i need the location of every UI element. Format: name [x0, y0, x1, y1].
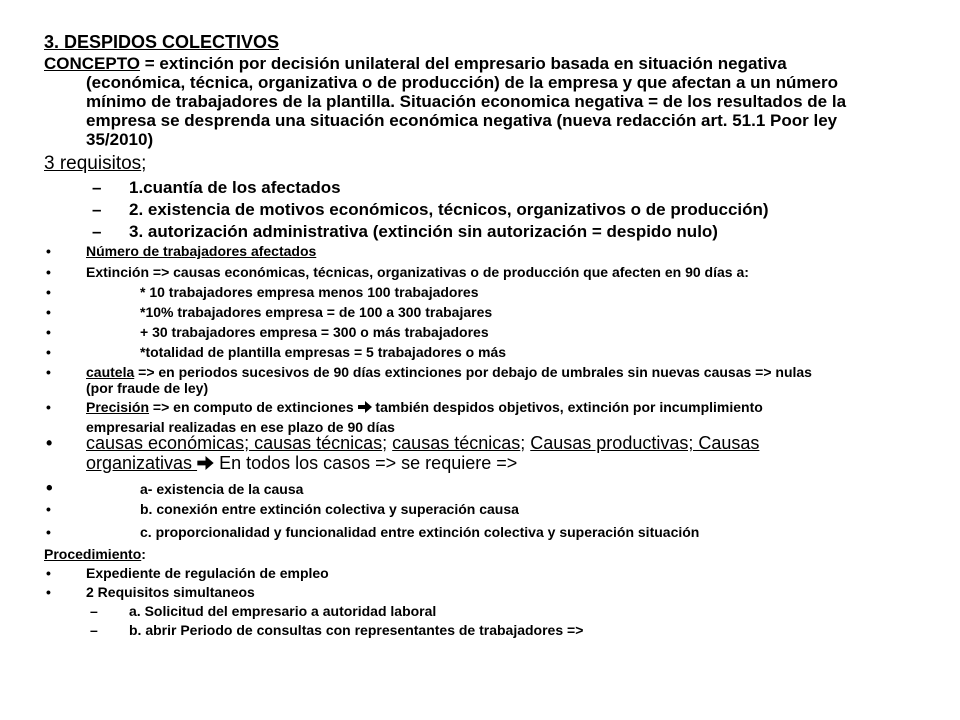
procedimiento-label: Procedimiento	[44, 546, 142, 562]
causas-sep-2: ;	[520, 433, 531, 453]
dash-marker: –	[92, 222, 102, 241]
cautela-line-1	[86, 364, 812, 380]
concepto-line-2: (económica, técnica, organizativa o de producción) de la empresa y que afectan a un número	[86, 73, 838, 92]
bullet-marker: •	[46, 584, 51, 600]
precision-label: Precisión	[86, 399, 150, 415]
procedimiento-suffix: :	[141, 546, 146, 562]
requisito-2: 2. existencia de motivos económicos, técnicos, organizativos o de producción)	[129, 200, 769, 219]
requisito-1: 1.cuantía de los afectados	[129, 178, 341, 197]
concepto-line-3: mínimo de trabajadores de la plantilla. Situación economica negativa = de los resultados de la	[86, 92, 847, 111]
causas-economicas-tecnicas: causas económicas; causas técnicas	[86, 433, 383, 453]
requisitos-heading	[44, 153, 146, 175]
precision-line-1	[86, 399, 763, 415]
bullet-marker: •	[46, 364, 51, 380]
page-title: 3. DESPIDOS COLECTIVOS	[44, 32, 280, 52]
dash-marker: –	[90, 622, 98, 638]
concepto-text-1: = extinción por decisión unilateral del empresario basada en situación negativa	[140, 54, 787, 73]
cautela-text-1: => en periodos sucesivos de 90 días extinciones por debajo de umbrales sin nuevas causas => nulas	[134, 364, 812, 380]
requisito-c: c. proporcionalidad y funcionalidad entre extinción colectiva y superación situación	[140, 524, 700, 540]
requisito-3: 3. autorización administrativa (extinción sin autorización = despido nulo)	[129, 222, 718, 241]
procedimiento-sub-a: a. Solicitud del empresario a autoridad laboral	[129, 603, 437, 619]
bullet-marker: •	[46, 324, 51, 340]
umbral-2: *10% trabajadores empresa = de 100 a 300 trabajares	[140, 304, 493, 320]
requisitos-heading-label: 3 requisitos	[44, 153, 142, 174]
requisito-b: b. conexión entre extinción colectiva y superación causa	[140, 501, 519, 517]
concepto-line-1	[44, 54, 787, 74]
dash-marker: –	[92, 200, 102, 219]
precision-line-2: empresarial realizadas en ese plazo de 90 días	[86, 419, 395, 435]
concepto-label: CONCEPTO	[44, 54, 141, 73]
procedimiento-item-2: 2 Requisitos simultaneos	[86, 584, 255, 600]
umbral-1: * 10 trabajadores empresa menos 100 trabajadores	[140, 284, 479, 300]
procedimiento-item-1: Expediente de regulación de empleo	[86, 565, 329, 581]
bullet-marker: •	[46, 565, 51, 581]
extincion-causas: Extinción => causas económicas, técnicas, organizativas o de producción que afecten en 90 días a:	[86, 264, 749, 280]
bullet-marker: •	[46, 524, 51, 540]
cautela-line-2: (por fraude de ley)	[86, 380, 209, 396]
concepto-line-5: 35/2010)	[86, 130, 154, 149]
precision-text-1b: también despidos objetivos, extinción por incumplimiento	[371, 399, 763, 415]
precision-text-1a: => en computo de extinciones	[149, 399, 358, 415]
dash-marker: –	[90, 603, 98, 619]
causas-productivas: Causas productivas; Causas	[530, 433, 760, 453]
requisito-a: a- existencia de la causa	[140, 481, 304, 497]
procedimiento-sub-b: b. abrir Periodo de consultas con representantes de trabajadores =>	[129, 622, 584, 638]
arrow-right-icon	[358, 399, 372, 415]
bullet-marker: •	[46, 264, 51, 280]
bullet-marker: •	[46, 243, 51, 259]
requisitos-heading-suffix: ;	[141, 153, 147, 174]
causas-sep-1: ;	[382, 433, 393, 453]
umbral-4: *totalidad de plantilla empresas = 5 trabajadores o más	[140, 344, 507, 360]
bullet-marker: •	[46, 501, 51, 517]
bullet-marker: •	[46, 433, 53, 453]
bullet-marker: •	[46, 399, 51, 415]
dash-marker: –	[92, 178, 102, 197]
cautela-label: cautela	[86, 364, 135, 380]
umbral-3: + 30 trabajadores empresa = 300 o más trabajadores	[140, 324, 489, 340]
causas-requiere: En todos los casos => se requiere =>	[214, 453, 518, 473]
bullet-marker: •	[46, 478, 53, 499]
numero-trabajadores: Número de trabajadores afectados	[86, 243, 317, 259]
causas-line-2	[86, 453, 517, 474]
bullet-marker: •	[46, 284, 51, 300]
causas-tecnicas: causas técnicas	[392, 433, 521, 453]
causas-organizativas: organizativas	[86, 453, 198, 473]
concepto-line-4: empresa se desprenda una situación económica negativa (nueva redacción art. 51.1 Poor ley	[86, 111, 838, 130]
causas-line-1	[86, 433, 759, 454]
bullet-marker: •	[46, 304, 51, 320]
arrow-right-icon	[197, 453, 214, 474]
bullet-marker: •	[46, 344, 51, 360]
procedimiento-heading	[44, 546, 146, 562]
